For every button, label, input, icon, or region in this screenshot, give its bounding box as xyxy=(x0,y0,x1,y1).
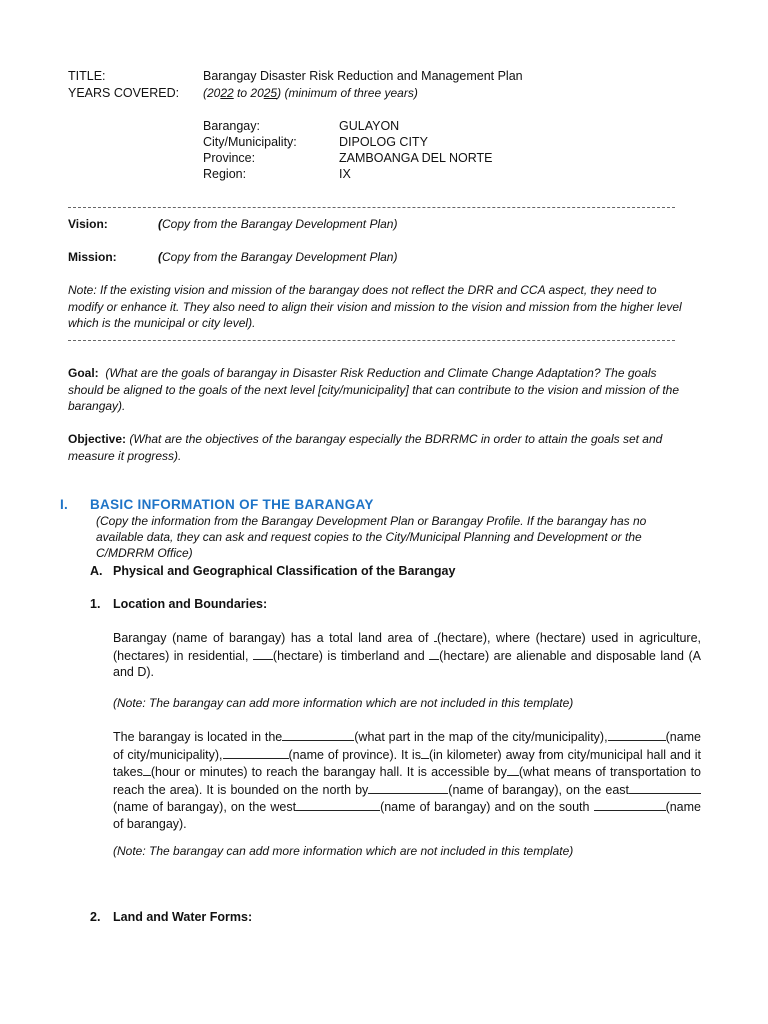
note-paragraph: Note: If the existing vision and mission of the barangay does not reflect the DRR and CCA aspect, they need to modify or enhance it. They also need to align their vision and mission to the vision and mission from the higher level which is the municipal or city level). xyxy=(68,283,682,331)
section-title: BASIC INFORMATION OF THE BARANGAY xyxy=(90,497,374,512)
vision-label: Vision: xyxy=(68,217,108,231)
objective-paragraph: Objective: (What are the objectives of the barangay especially the BDRRMC in order to attain the goals set and measure it progress). xyxy=(68,432,663,463)
region-value: IX xyxy=(339,167,351,181)
city-label: City/Municipality: xyxy=(203,135,297,149)
divider xyxy=(68,340,675,341)
province-value: ZAMBOANGA DEL NORTE xyxy=(339,151,493,165)
item-title: Land and Water Forms: xyxy=(113,910,253,924)
note-template: (Note: The barangay can add more information which are not included in this template) xyxy=(113,844,574,858)
region-label: Region: xyxy=(203,167,247,181)
years-covered-value: (2022 to 2025) (minimum of three years) xyxy=(203,86,418,100)
city-value: DIPOLOG CITY xyxy=(339,135,428,149)
section-description: (Copy the information from the Barangay Development Plan or Barangay Profile. If the barangay has no available data, they can ask and request copies to the City/Municipal Planning and Development or the C/MDRRM Office) xyxy=(96,514,647,560)
divider xyxy=(68,207,675,208)
land-area-paragraph: Barangay (name of barangay) has a total land area of (hectare), where (hectare) used in agriculture, (hectares) in residential, (hectare) is timberland and (hectare) are alienable and disposable land (A and D). xyxy=(113,631,702,679)
note-template: (Note: The barangay can add more information which are not included in this template) xyxy=(113,696,574,710)
mission-text: (Copy from the Barangay Development Plan) xyxy=(158,250,398,264)
goal-paragraph: Goal: (What are the goals of barangay in Disaster Risk Reduction and Climate Change Adaptation? The goals should be aligned to the goals of the next level [city/municipality] that can contribute to the vision and mission of the barangay). xyxy=(68,366,680,414)
item-title: Location and Boundaries: xyxy=(113,597,268,611)
subsection-letter: A. xyxy=(90,564,103,578)
title-label: TITLE: xyxy=(68,69,106,83)
year-end: 25 xyxy=(263,86,278,100)
province-label: Province: xyxy=(203,151,256,165)
subsection-title: Physical and Geographical Classification of the Barangay xyxy=(113,564,456,578)
mission-label: Mission: xyxy=(68,250,117,264)
section-number: I. xyxy=(60,497,69,512)
vision-text: (Copy from the Barangay Development Plan) xyxy=(158,217,398,231)
year-start: 22 xyxy=(220,86,234,100)
location-paragraph: The barangay is located in the (what part in the map of the city/municipality), (name of city/municipality), (name of province). It is (in kilometer) away from city/municipal hall and it takes (hour or minutes) to reach the barangay hall. It is accessible by (what means of transportation to reach the area). It is bounded on the north by (name of barangay), on the east(name of barangay), on the west (name of barangay) and on the south (name of barangay). xyxy=(113,730,702,831)
years-covered-label: YEARS COVERED: xyxy=(68,86,180,100)
barangay-value: GULAYON xyxy=(339,119,400,133)
barangay-label: Barangay: xyxy=(203,119,260,133)
title-value: Barangay Disaster Risk Reduction and Management Plan xyxy=(203,69,523,83)
item-number: 2. xyxy=(90,910,101,924)
item-number: 1. xyxy=(90,597,101,611)
